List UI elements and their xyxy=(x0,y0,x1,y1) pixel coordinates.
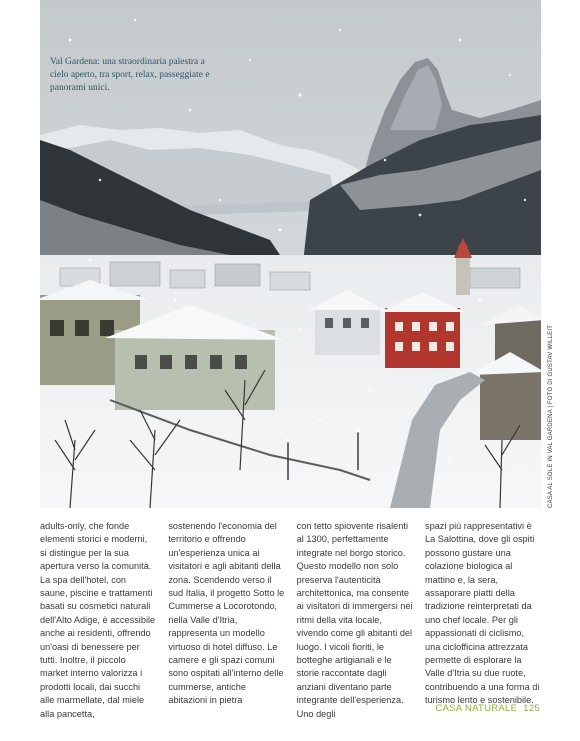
article-column-2: sostenendo l'economia del territorio e offrendo un'esperienza unica ai visitatori e agli abitanti della zona. Scendendo verso il sud Italia, il progetto Sotto le Cummerse a Locorotondo, nella Valle d'Itria, rappresenta un modello virtuoso di hotel diffuso. Le camere e gli spazi comuni sono ospitati all'interno delle cummerse, antiche abitazioni in pietra xyxy=(168,521,285,706)
article-column-3: con tetto spiovente risalenti al 1300, perfettamente integrate nel borgo storico. Questo modello non solo preserva l'autenticità architettonica, ma consente ai visitatori di immergersi nei ritmi della vita locale, vivendo come gli abitanti del luogo. I vicoli fioriti, le botteghe artigianali e le storie raccontate dagli anziani diventano parte integrante dell'esperienza. Uno degli xyxy=(296,521,413,719)
photo-caption: Val Gardena: una straordinaria palestra a cielo aperto, tra sport, relax, passeggiate e panorami unici. xyxy=(50,57,210,93)
page-footer xyxy=(435,703,540,714)
article-column-4: spazi più rappresentativi è La Salottina, dove gli ospiti possono gustare una colazione biologica al mattino e, la sera, assaporare piatti della tradizione reinterpretati da uno chef locale. Per gli appassionati di ciclismo, una ciclofficina attrezzata permette di esplorare la Valle d'Itria su due ruote, contribuendo a una forma di turismo lento e sostenibile. xyxy=(424,521,540,706)
page-number: 125 xyxy=(523,703,540,714)
magazine-name: CASA NATURALE xyxy=(435,703,518,714)
photo-credit: CASA AL SOLE IN VAL GARDENA | FOTO DI GUSTAV WILLEIT xyxy=(548,324,554,508)
church-tower xyxy=(456,255,470,295)
article-column-1: adults-only, che fonde elementi storici e moderni, si distingue per la sua apertura verso la comunità. La spa dell'hotel, con saune, piscine e trattamenti basati su cosmetici naturali dell'Alto Adige, è accessibile anche ai residenti, offrendo un'oasi di benessere per tutti. Inoltre, il piccolo market interno valorizza i prodotti locali, dai succhi alle marmellate, dal miele alla pancetta, xyxy=(40,521,156,719)
